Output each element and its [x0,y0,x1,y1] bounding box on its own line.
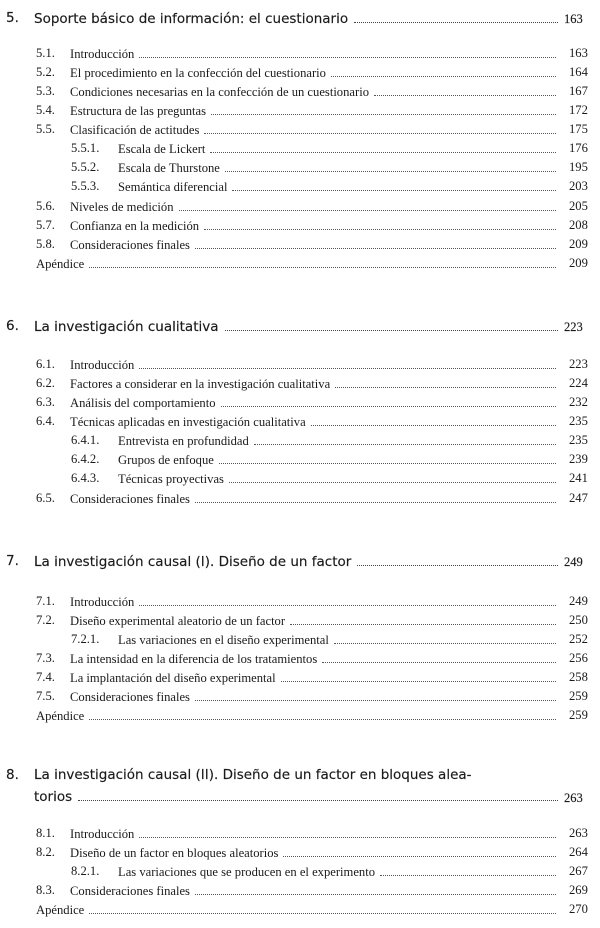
entry-title: Condiciones necesarias en la confección de un cuestionario [70,85,369,99]
chapter-title: Soporte básico de información: el cuestionario [34,11,349,27]
toc-entry [0,237,600,255]
leader-dots [211,103,556,115]
entry-title: Grupos de enfoque [118,453,214,467]
leader-dots [225,160,556,172]
entry-title: Las variaciones que se producen en el experimento [118,865,376,879]
entry-title: Apéndice [36,903,85,917]
leader-dots [221,395,557,407]
entry-page-number: 267 [569,864,588,878]
entry-title: Consideraciones finales [70,690,190,704]
leader-dots [322,651,556,663]
entry-number: 8.2. [36,845,55,859]
chapter-5 [0,10,600,30]
entry-title: Apéndice [36,257,85,271]
entry-page-number: 259 [569,689,588,703]
entry-number: 7.5. [36,689,55,703]
leader-dots [290,613,556,625]
entry-page-number: 263 [569,826,588,840]
entry-page-number: 259 [569,708,588,722]
entry-title: Confianza en la medición [70,219,200,233]
toc-entry [0,613,600,631]
entry-number: 7.2.1. [71,632,100,646]
entry-number: 5.4. [36,103,55,117]
toc-entry [0,883,600,901]
entry-title: Consideraciones finales [70,492,190,506]
leader-dots [195,883,556,895]
leader-dots [225,318,558,331]
entry-title: El procedimiento en la confección del cuestionario [70,66,326,80]
toc-entry [0,594,600,612]
toc-subentry [0,141,600,159]
entry-title: Clasificación de actitudes [70,123,200,137]
chapter-title-line-1: La investigación causal (II). Diseño de un factor en bloques alea- [34,767,472,783]
toc-entry-appendix [0,902,600,920]
toc-entry [0,357,600,375]
entry-title: Técnicas proyectivas [118,472,224,486]
entry-page-number: 258 [569,670,588,684]
entry-number: 5.5. [36,122,55,136]
toc-entry [0,651,600,669]
leader-dots [281,670,556,682]
entry-title: Diseño experimental aleatorio de un factor [70,614,286,628]
entry-title: Estructura de las preguntas [70,104,207,118]
chapter-title-line-2: torios [34,789,73,805]
entry-page-number: 172 [569,103,588,117]
leader-dots [179,199,556,211]
toc-entry [0,491,600,509]
toc-subentry [0,471,600,489]
leader-dots [78,788,558,801]
toc-entry-appendix [0,708,600,726]
entry-title: Diseño de un factor en bloques aleatorios [70,846,279,860]
entry-title: Introducción [70,827,135,841]
entry-page-number: 270 [569,902,588,916]
toc-entry [0,414,600,432]
entry-page-number: 205 [569,199,588,213]
entry-page-number: 249 [569,594,588,608]
toc-entry [0,122,600,140]
entry-number: 8.2.1. [71,864,100,878]
leader-dots [334,632,556,644]
leader-dots [311,414,556,426]
entry-number: 6.4.3. [71,471,100,485]
entry-title: Niveles de medición [70,200,174,214]
leader-dots [195,491,556,503]
toc-entry [0,826,600,844]
leader-dots [354,10,558,23]
chapter-heading [0,767,600,807]
entry-number: 6.4. [36,414,55,428]
chapter-title: La investigación cualitativa [34,319,219,335]
entry-number: 7.2. [36,613,55,627]
entry-number: 5.7. [36,218,55,232]
entry-page-number: 250 [569,613,588,627]
entry-page-number: 167 [569,84,588,98]
entry-title: Factores a considerar en la investigación cualitativa [70,377,331,391]
entry-number: 8.3. [36,883,55,897]
entry-number: 6.4.1. [71,433,100,447]
leader-dots [139,594,556,606]
chapter-page-number: 249 [564,555,583,569]
entry-page-number: 164 [569,65,588,79]
leader-dots [204,218,556,230]
leader-dots [219,452,556,464]
entry-page-number: 235 [569,414,588,428]
entry-page-number: 235 [569,433,588,447]
entry-page-number: 209 [569,256,588,270]
entry-page-number: 175 [569,122,588,136]
leader-dots [139,46,556,58]
entry-number: 5.5.2. [71,160,100,174]
leader-dots [335,376,556,388]
entry-title: Técnicas aplicadas en investigación cualitativa [70,415,306,429]
toc-entry [0,845,600,863]
entry-title: Escala de Thurstone [118,161,220,175]
leader-dots [232,179,556,191]
entry-page-number: 256 [569,651,588,665]
entry-page-number: 224 [569,376,588,390]
chapter-page-number: 223 [564,320,583,334]
leader-dots [331,65,556,77]
leader-dots [374,84,556,96]
toc-subentry [0,452,600,470]
entry-title: Análisis del comportamiento [70,396,216,410]
leader-dots [204,122,556,134]
chapter-page-number: 163 [564,12,583,26]
chapter-6 [0,318,600,338]
entry-title: La intensidad en la diferencia de los tratamientos [70,652,318,666]
leader-dots [139,357,556,369]
toc-entry [0,670,600,688]
toc-entry [0,199,600,217]
entry-page-number: 163 [569,46,588,60]
leader-dots [89,902,556,914]
entry-number: 6.2. [36,376,55,390]
leader-dots [195,237,556,249]
entry-page-number: 264 [569,845,588,859]
toc-subentry [0,433,600,451]
entry-number: 5.8. [36,237,55,251]
toc-subentry [0,179,600,197]
leader-dots [357,553,558,566]
chapter-number: 6. [6,318,19,334]
entry-page-number: 269 [569,883,588,897]
entry-title: Apéndice [36,709,85,723]
chapter-7 [0,553,600,573]
leader-dots [89,256,556,268]
entry-page-number: 203 [569,179,588,193]
entry-number: 5.6. [36,199,55,213]
leader-dots [139,826,556,838]
toc-entry [0,46,600,64]
entry-page-number: 208 [569,218,588,232]
chapter-number: 8. [6,767,19,783]
entry-title: Semántica diferencial [118,180,228,194]
chapter-heading [0,318,600,338]
entry-number: 7.4. [36,670,55,684]
leader-dots [283,845,556,857]
entry-title: Introducción [70,47,135,61]
entry-page-number: 239 [569,452,588,466]
entry-number: 8.1. [36,826,55,840]
entry-page-number: 209 [569,237,588,251]
toc-entry [0,395,600,413]
entry-page-number: 195 [569,160,588,174]
entry-number: 7.1. [36,594,55,608]
entry-title: La implantación del diseño experimental [70,671,276,685]
toc-subentry [0,160,600,178]
entry-page-number: 176 [569,141,588,155]
chapter-number: 7. [6,553,19,569]
leader-dots [195,689,556,701]
entry-number: 6.5. [36,491,55,505]
toc-subentry [0,864,600,882]
toc-entry [0,376,600,394]
entry-title: Introducción [70,358,135,372]
entry-title: Consideraciones finales [70,238,190,252]
entry-title: Las variaciones en el diseño experimental [118,633,329,647]
toc-subentry [0,632,600,650]
entry-number: 5.2. [36,65,55,79]
entry-title: Escala de Lickert [118,142,206,156]
entry-number: 5.5.1. [71,141,100,155]
chapter-heading [0,553,600,573]
chapter-number: 5. [6,10,19,26]
leader-dots [254,433,556,445]
entry-number: 6.3. [36,395,55,409]
entry-number: 6.4.2. [71,452,100,466]
entry-number: 7.3. [36,651,55,665]
leader-dots [229,471,556,483]
toc-entry [0,84,600,102]
chapter-title: La investigación causal (I). Diseño de un factor [34,554,352,570]
toc-entry [0,65,600,83]
toc-entry-appendix [0,256,600,274]
entry-page-number: 241 [569,471,588,485]
chapter-8 [0,767,600,807]
chapter-heading [0,10,600,30]
chapter-page-number: 263 [564,791,583,805]
entry-page-number: 247 [569,491,588,505]
entry-page-number: 223 [569,357,588,371]
leader-dots [380,864,556,876]
entry-number: 5.5.3. [71,179,100,193]
entry-page-number: 252 [569,632,588,646]
toc-entry [0,218,600,236]
entry-number: 5.3. [36,84,55,98]
entry-page-number: 232 [569,395,588,409]
entry-number: 6.1. [36,357,55,371]
entry-number: 5.1. [36,46,55,60]
entry-title: Introducción [70,595,135,609]
toc-entry [0,103,600,121]
entry-title: Consideraciones finales [70,884,190,898]
entry-title: Entrevista en profundidad [118,434,249,448]
toc-entry [0,689,600,707]
leader-dots [89,708,556,720]
leader-dots [210,141,556,153]
